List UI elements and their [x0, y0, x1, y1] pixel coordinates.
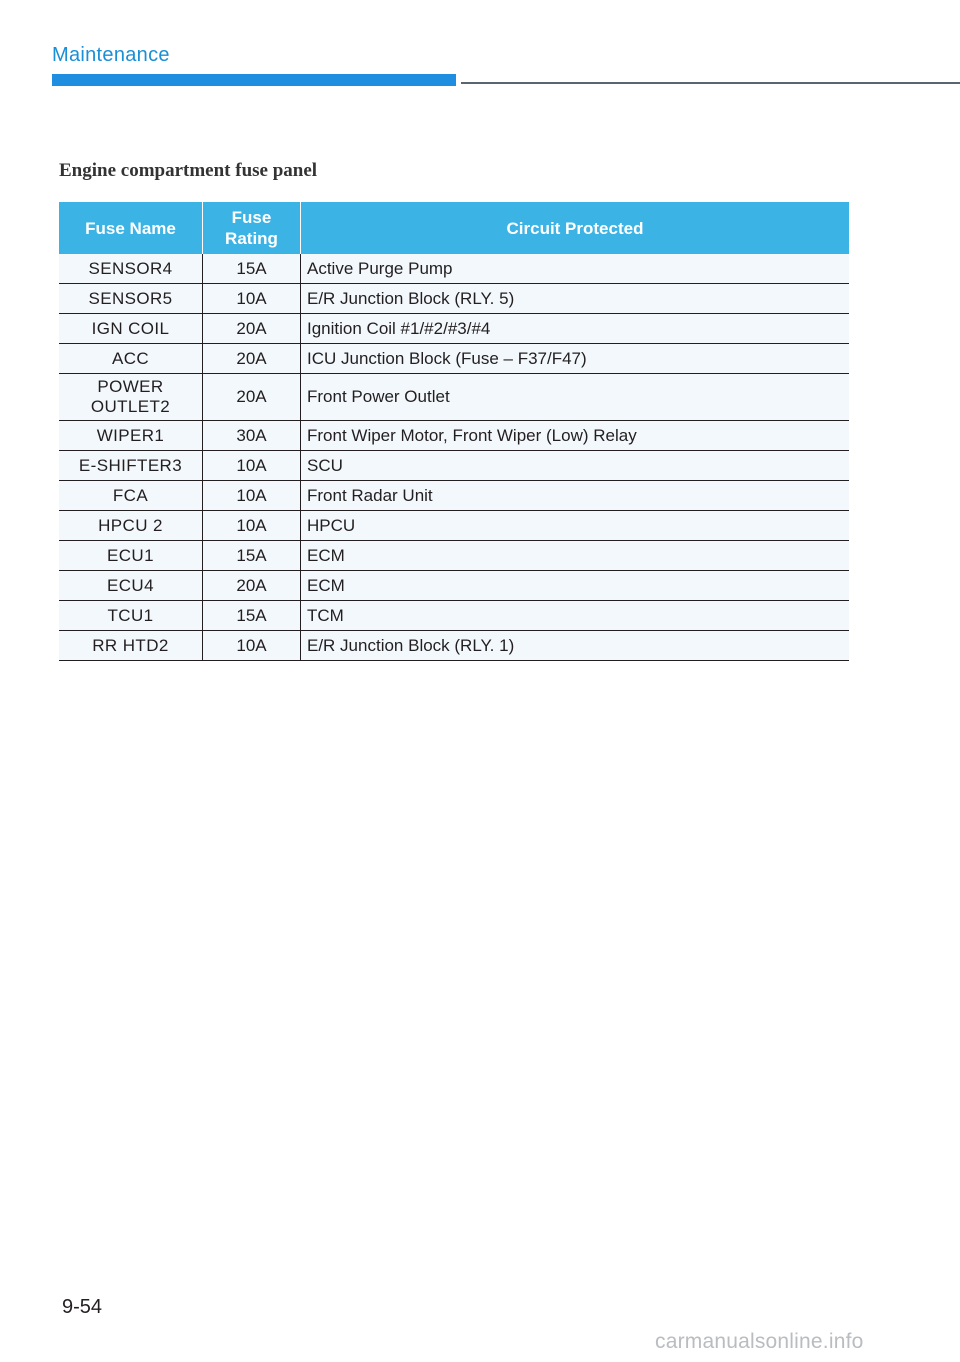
fuse-name-cell: ECU4	[59, 571, 203, 601]
table-row	[59, 344, 849, 374]
column-header-rating-line2: Rating	[225, 229, 278, 248]
table-row	[59, 314, 849, 344]
fuse-rating-cell: 15A	[203, 254, 301, 284]
section-title: Maintenance	[52, 44, 170, 66]
table-row	[59, 541, 849, 571]
table-row	[59, 374, 849, 421]
fuse-name-cell: SENSOR5	[59, 284, 203, 314]
circuit-cell: Front Radar Unit	[301, 481, 850, 511]
fuse-name-line1: POWER	[97, 377, 164, 396]
circuit-cell: Active Purge Pump	[301, 254, 850, 284]
circuit-cell: Ignition Coil #1/#2/#3/#4	[301, 314, 850, 344]
fuse-rating-cell: 10A	[203, 284, 301, 314]
fuse-name-cell: FCA	[59, 481, 203, 511]
circuit-cell: Front Power Outlet	[301, 374, 850, 421]
column-header-rating-line1: Fuse	[231, 208, 272, 227]
table-row	[59, 254, 849, 284]
fuse-rating-cell: 15A	[203, 541, 301, 571]
circuit-cell: E/R Junction Block (RLY. 5)	[301, 284, 850, 314]
fuse-rating-cell: 20A	[203, 344, 301, 374]
fuse-name-cell: WIPER1	[59, 421, 203, 451]
circuit-cell: ICU Junction Block (Fuse – F37/F47)	[301, 344, 850, 374]
fuse-rating-cell: 30A	[203, 421, 301, 451]
table-row	[59, 421, 849, 451]
fuse-name-cell: SENSOR4	[59, 254, 203, 284]
fuse-rating-cell: 10A	[203, 481, 301, 511]
fuse-name-cell: RR HTD2	[59, 631, 203, 661]
circuit-cell: ECM	[301, 541, 850, 571]
table-row	[59, 451, 849, 481]
watermark: carmanualsonline.info	[655, 1330, 864, 1353]
table-row	[59, 631, 849, 661]
fuse-name-line2: OUTLET2	[90, 397, 171, 416]
header-accent-bar	[52, 74, 456, 86]
circuit-cell: ECM	[301, 571, 850, 601]
fuse-rating-cell: 10A	[203, 451, 301, 481]
table-row	[59, 284, 849, 314]
fuse-name-cell: HPCU 2	[59, 511, 203, 541]
fuse-name-cell: ECU1	[59, 541, 203, 571]
column-header-circuit-protected: Circuit Protected	[301, 202, 850, 254]
circuit-cell: E/R Junction Block (RLY. 1)	[301, 631, 850, 661]
page-number: 9-54	[62, 1296, 103, 1318]
fuse-name-cell: IGN COIL	[59, 314, 203, 344]
column-header-fuse-rating	[203, 202, 301, 254]
table-row	[59, 481, 849, 511]
table-title: Engine compartment fuse panel	[59, 160, 318, 181]
fuse-rating-cell: 10A	[203, 631, 301, 661]
circuit-cell: Front Wiper Motor, Front Wiper (Low) Relay	[301, 421, 850, 451]
fuse-rating-cell: 20A	[203, 314, 301, 344]
table-header-row	[59, 202, 849, 254]
fuse-name-cell	[59, 374, 203, 421]
fuse-rating-cell: 20A	[203, 571, 301, 601]
fuse-name-cell: ACC	[59, 344, 203, 374]
fuse-rating-cell: 10A	[203, 511, 301, 541]
fuse-rating-cell: 15A	[203, 601, 301, 631]
fuse-name-cell: E-SHIFTER3	[59, 451, 203, 481]
circuit-cell: TCM	[301, 601, 850, 631]
column-header-fuse-name: Fuse Name	[59, 202, 203, 254]
circuit-cell: HPCU	[301, 511, 850, 541]
fuse-rating-cell: 20A	[203, 374, 301, 421]
table-row	[59, 511, 849, 541]
fuse-table	[59, 202, 849, 661]
circuit-cell: SCU	[301, 451, 850, 481]
table-row	[59, 601, 849, 631]
table-row	[59, 571, 849, 601]
header-rule	[461, 82, 960, 84]
fuse-name-cell: TCU1	[59, 601, 203, 631]
